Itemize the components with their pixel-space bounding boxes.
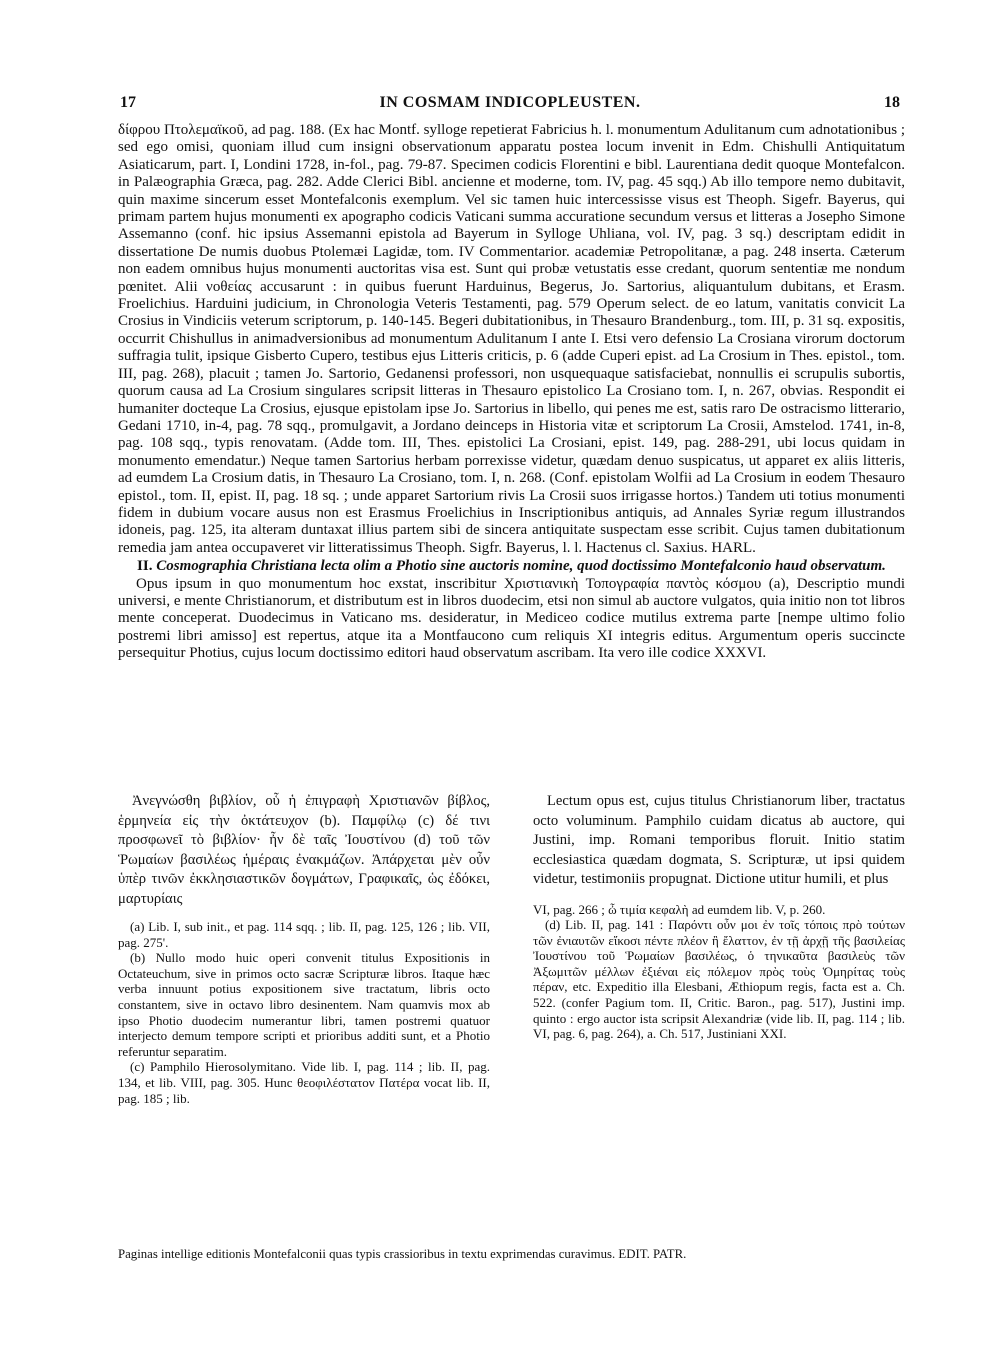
greek-column bbox=[118, 792, 490, 1106]
section-title: Cosmographia Christiana lecta olim a Photio sine auctoris nomine, quod doctissimo Montefalconio haud observatum. bbox=[156, 558, 886, 575]
footnote: (b) Nullo modo huic operi convenit titulus Expositionis in Octateuchum, sive in primos octo sacræ Scripturæ libros. Itaque hæc verba innuunt potius expositionem sive tractatum, libris octo constantem, sive in octavo libro desinentem. Nam quamvis mox ab ipso Photio duodecim numerantur libri, tamen postremi quatuor interjecto demum tempore scripti et prioribus additi sunt, et a Photio referuntur separatim. bbox=[118, 950, 490, 1059]
greek-text: Ἀνεγνώσθη βιβλίον, οὗ ἡ ἐπιγραφὴ Χριστιανῶν βίβλος, ἑρμηνεία εἰς τὴν ὀκτάτευχον (b). Παμφίλῳ (c) δέ τινι προσφωνεῖ τὸ βιβλίον· ἦν δὲ ταῖς Ἰουστίνου (d) τοῦ τῶν Ῥωμαίων βασιλέως ἡμέραις ἐνακμάζων. Ἀπάρχεται μὲν οὖν ὑπὲρ τινῶν ἐκκλησιαστικῶν δογμάτων, Γραφικαῖς, ὡς ἐδόκει, μαρτυρίαις bbox=[118, 793, 490, 907]
left-page-number: 17 bbox=[120, 94, 136, 111]
footnotes-right bbox=[533, 902, 905, 1042]
body-paragraph: δίφρου Πτολεμαϊκοῦ, ad pag. 188. (Ex hac Montf. sylloge repetierat Fabricius h. l. monumentum Adulitanum cum adnotationibus ; sed ego omisi, quoniam illud cum insigni observationum apparatu postea locum invenit in Edm. Chishulli Antiquitatum Asiaticarum, part. I, Londini 1728, in-fol., pag. 79-87. Specimen codicis Florentini e bibl. Laurentiana dedit quoque Montefalcon. in Palæographia Græca, pag. 282. Adde Clerici Bibl. ancienne et moderne, tom. IV, pag. 45 sqq.) Ab illo tempore nemo dubitavit, quin maxime sincerum esset Montefalconis exemplum. Vel sic tamen huic intercessisse visus est Theoph. Sigefr. Bayerus, qui primam partem hujus monumenti ex apographo codicis Vaticani summa accuratione secundum versus et litteras a Josepho Simone Assemanno (conf. hic ipsius Assemanni epistola ad Bayerum in Sylloge Uhliana, vol. IV, pag. 3 sq.) descriptam edidit in dissertatione De numis duobus Ptolemæi Lagidæ, tom. IV Commentarior. academiæ Petropolitanæ, a pag. 248 inserta. Cæterum non eadem omnibus hujus monumenti auctoritas visa est. Sunt qui probæ vetustatis esse credant, quorum sententiæ me nondum pœnitet. Alii νοθείας accusarunt : in quibus fuerunt Harduinus, Begerus, Jo. Sartorius, aliquantulum dubitans, et Erasm. Froelichius. Harduini judicium, in Chronologia Veteris Testamenti, pag. 579 Operum select. de eo latum, vanitatis convicit La Crosius in Vindiciis veterum scriptorum, p. 140-145. Begeri dubitationibus, in Thesauro Brandenburg., tom. III, p. 31 sq. expositis, occurrit Chishullus in animadversionibus ad monumentum Adulitanum I ante I. Etsi vero defensio La Crosiana virorum doctorum suffragia tulit, ipsique Gisberto Cupero, testibus ejus Litteris criticis, p. 6 (adde Cuperi epist. ad La Crosium in Thes. epistol., tom. III, pag. 268), placuit ; tamen Jo. Sartorio, Gedanensi professori, non usquequaque satisfaciebat, nonnullis ei scrupulis subortis, quorum causa ad La Crosium singulares scripsit litteras in Thesauro epistolico La Crosiano tom. I, n. 267, obvias. Respondit ei humaniter docteque La Crosius, ejusque epistolam ipse Jo. Sartorius in libello, qui penes me est, satis raro De ostracismo litterario, Gedani 1710, in-4, pag. 78 sqq., promulgavit, a Jordano deinceps in Historia vitæ et scriptorum La Crosii, Amstelod. 1741, in-8, pag. 108 sqq., typis renovatam. (Adde tom. III, Thes. epistolici La Crosiani, epist. 149, pag. 288-291, ubi locus quidam in monumento emendatur.) Neque tamen Sartorius herbam porrexisse videtur, quædam denuo suspicatus, ut apparet ex aliis litteris, ad eumdem La Crosium datis, in Thesauro La Crosiano, tom. I, n. 268. (Conf. epistolam Wolfii ad La Crosium in eodem Thesauro epistol., tom. II, epist. II, pag. 18 sq. ; unde apparet Sartorium rivis La Crosii suos irrigasse hortos.) Tandem uti totius monumenti fidem in dubium vocare ausus non est Erasmus Froelichius in Inscriptionibus antiquis, ad Annales Syriæ regum illustrandos idoneis, pag. 125, ita alteram duntaxat illius partem sibi de sincera antiquitate suspectam esse scribit. Cujus tamen dubitationum remedia jam antea occupaveret vir litteratissimus Theoph. Sigfr. Bayerus, l. l. Hactenus cl. Saxius. HARL. bbox=[118, 122, 905, 556]
section-number: II. bbox=[137, 558, 153, 575]
footnote: (d) Lib. II, pag. 141 : Παρόντι οὖν μοι ἐν τοῖς τόποις πρὸ τούτων τῶν ἐνιαυτῶν εἴκοσι πέντε πλέον ἢ ἔλαττον, ἐν τῇ ἀρχῇ τῆς βασιλείας Ἰουστίνου τοῦ Ῥωμαίων βασιλέως, ὁ τηνικαῦτα βασιλεὺς τῶν Ἀξωμιτῶν μέλλων ἐξιέναι εἰς πόλεμον πρὸς τοὺς Ὁμηρίτας τοὺς πέραν, etc. Expeditio illa Elesbani, Æthiopum regis, facta est a. Ch. 522. (confer Pagium tom. II, Critic. Baron., pag. 517), Justini imp. quinto : ergo auctor ista scripsit Alexandriæ (vide lib. II, pag. 114 ; lib. VI, pag. 6, pag. 264), a. Ch. 517, Justiniani XXI. bbox=[533, 917, 905, 1042]
footnotes-left bbox=[118, 919, 490, 1106]
main-body bbox=[118, 122, 905, 663]
footnote: (a) Lib. I, sub init., et pag. 114 sqq. ; lib. II, pag. 125, 126 ; lib. VII, pag. 275'. bbox=[118, 919, 490, 950]
editorial-footnote: Paginas intellige editionis Montefalconii quas typis crassioribus in textu exprimendas curavimus. EDIT. PATR. bbox=[118, 1247, 687, 1261]
latin-column bbox=[533, 792, 905, 1042]
running-header bbox=[120, 94, 900, 118]
section-heading bbox=[118, 558, 905, 575]
right-page-number: 18 bbox=[884, 94, 900, 111]
body-paragraph: Opus ipsum in quo monumentum hoc exstat, inscribitur Χριστιανικὴ Τοπογραφία παντὸς κόσμου (a), Descriptio mundi universi, e mente Christianorum, et distributum est in libros duodecim, etsi non simul ab auctore vulgatos, quia initio non tot libros mente conceperat. Duodecimus in Vaticano ms. desideratur, in Mediceo codice mutilus extrema parte [nempe ultimo folio postremi libri amisso] est repertus, atque ita a Montfaucono cum reliquis XI integris editus. Argumentum operis succincte persequitur Photius, cujus locum doctissimo editori haud observatum ascribam. Ita vero ille codice XXXVI. bbox=[118, 575, 905, 662]
running-title: IN COSMAM INDICOPLEUSTEN. bbox=[379, 94, 641, 111]
footnote: (c) Pamphilo Hierosolymitano. Vide lib. I, pag. 114 ; lib. II, pag. 134, et lib. VIII, pag. 305. Hunc θεοφιλέστατον Πατέρα vocat lib. II, pag. 185 ; lib. bbox=[118, 1059, 490, 1106]
footnote: VI, pag. 266 ; ὦ τιμία κεφαλὴ ad eumdem lib. V, p. 260. bbox=[533, 901, 826, 917]
latin-text: Lectum opus est, cujus titulus Christianorum liber, tractatus octo voluminum. Pamphilo cuidam dicatus ab auctore, qui Justini, imp. Romani temporibus floruit. Initio statim ecclesiastica quædam dogmata, S. Scripturæ, ut ipsi quidem videtur, testimoniis propugnat. Dictione utitur humili, et plus bbox=[533, 793, 905, 887]
